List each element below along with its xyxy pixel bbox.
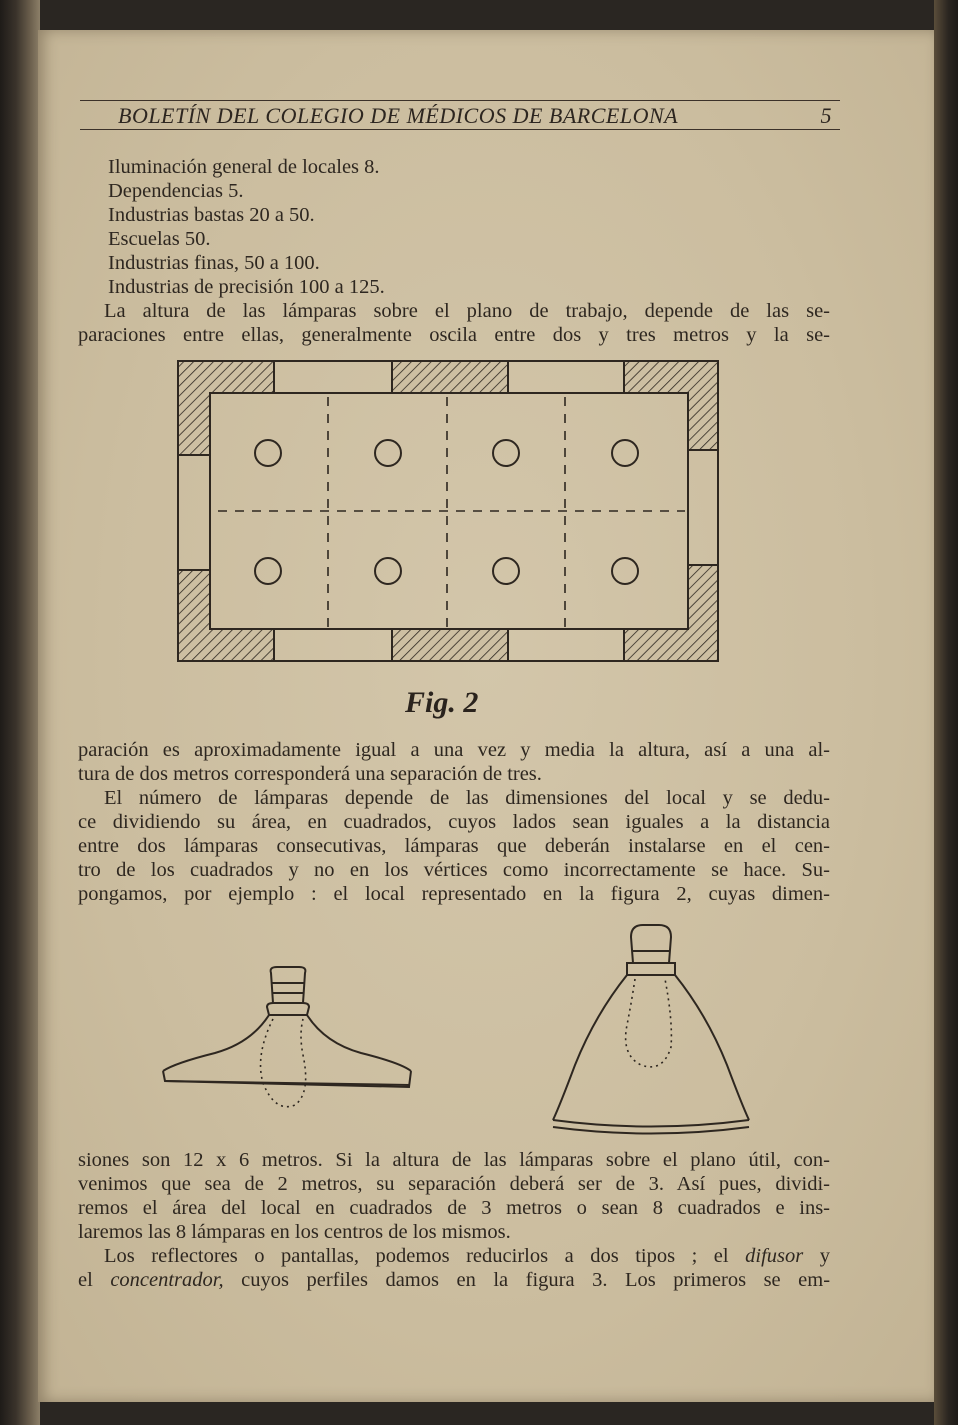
list-item: Escuelas 50. — [108, 228, 211, 250]
text-line: paraciones entre ellas, generalmente oscila entre dos y tres metros y la se- — [78, 324, 830, 346]
reflector-figure — [155, 915, 755, 1140]
text-line: paración es aproximadamente igual a una vez y media la altura, así a una al- — [78, 739, 830, 761]
text-span: el — [78, 1269, 93, 1291]
text-span: Los reflectores o pantallas, podemos reducirlos a dos tipos ; el — [104, 1245, 729, 1267]
paragraph — [78, 299, 830, 347]
text-line — [78, 1244, 830, 1268]
page-number: 5 — [820, 103, 832, 128]
journal-title: BOLETÍN DEL COLEGIO DE MÉDICOS DE BARCELONA — [118, 103, 679, 128]
running-header — [80, 100, 840, 130]
text-line: venimos que sea de 2 metros, su separación deberá ser de 3. Así pues, dividi- — [78, 1173, 830, 1195]
lamp-circle — [255, 558, 281, 584]
text-line: La altura de las lámparas sobre el plano de trabajo, depende de las se- — [104, 300, 830, 322]
book-spine — [0, 0, 40, 1425]
figure-caption: Fig. 2 — [405, 686, 479, 719]
text-span: y — [819, 1245, 830, 1267]
list-item: Iluminación general de locales 8. — [108, 156, 380, 178]
lamp-circle — [375, 558, 401, 584]
text-line: tura de dos metros corresponderá una separación de tres. — [78, 763, 542, 785]
text-span: cuyos perfiles damos en la figura 3. Los primeros se em- — [241, 1269, 830, 1291]
text-line: siones son 12 x 6 metros. Si la altura de las lámparas sobre el plano útil, con- — [78, 1149, 830, 1171]
text-line — [78, 1268, 830, 1292]
list-item: Industrias finas, 50 a 100. — [108, 252, 320, 274]
text-line: El número de lámparas depende de las dimensiones del local y se dedu- — [104, 787, 830, 809]
lamp-circle — [255, 440, 281, 466]
wall-section — [624, 361, 718, 450]
text-line: tro de los cuadrados y no en los vértices como incorrectamente se hace. Su- — [78, 859, 830, 881]
wall-section — [392, 361, 508, 393]
italic-term: concentrador, — [110, 1269, 224, 1291]
text-line: laremos las 8 lámparas en los centros de los mismos. — [78, 1221, 511, 1243]
paragraph — [78, 738, 830, 786]
lamp-circle — [612, 440, 638, 466]
list-item: Dependencias 5. — [108, 180, 244, 202]
text-line: pongamos, por ejemplo : el local representado en la figura 2, cuyas dimen- — [78, 883, 830, 905]
text-line: remos el área del local en cuadrados de 3 metros o sean 8 cuadrados e ins- — [78, 1197, 830, 1219]
wall-section — [178, 361, 274, 455]
list-item: Industrias de precisión 100 a 125. — [108, 276, 385, 298]
italic-term: difusor — [745, 1245, 804, 1267]
diffuser-reflector — [163, 967, 411, 1107]
text-line: ce dividiendo su área, en cuadrados, cuyos lados sean iguales a la distancia — [78, 811, 830, 833]
wall-section — [178, 570, 274, 661]
paragraph — [78, 1244, 830, 1292]
list-item: Industrias bastas 20 a 50. — [108, 204, 315, 226]
wall-section — [392, 629, 508, 661]
page-edge — [934, 0, 958, 1425]
lamp-circle — [612, 558, 638, 584]
wall-section — [624, 565, 718, 661]
lamp-circle — [493, 440, 519, 466]
concentrator-reflector — [553, 925, 749, 1134]
lamp-circle — [493, 558, 519, 584]
text-line: entre dos lámparas consecutivas, lámparas que deberán instalarse en el cen- — [78, 835, 830, 857]
paragraph — [78, 786, 830, 906]
floor-plan-figure — [170, 355, 730, 675]
lamp-circle — [375, 440, 401, 466]
paragraph — [78, 1148, 830, 1244]
